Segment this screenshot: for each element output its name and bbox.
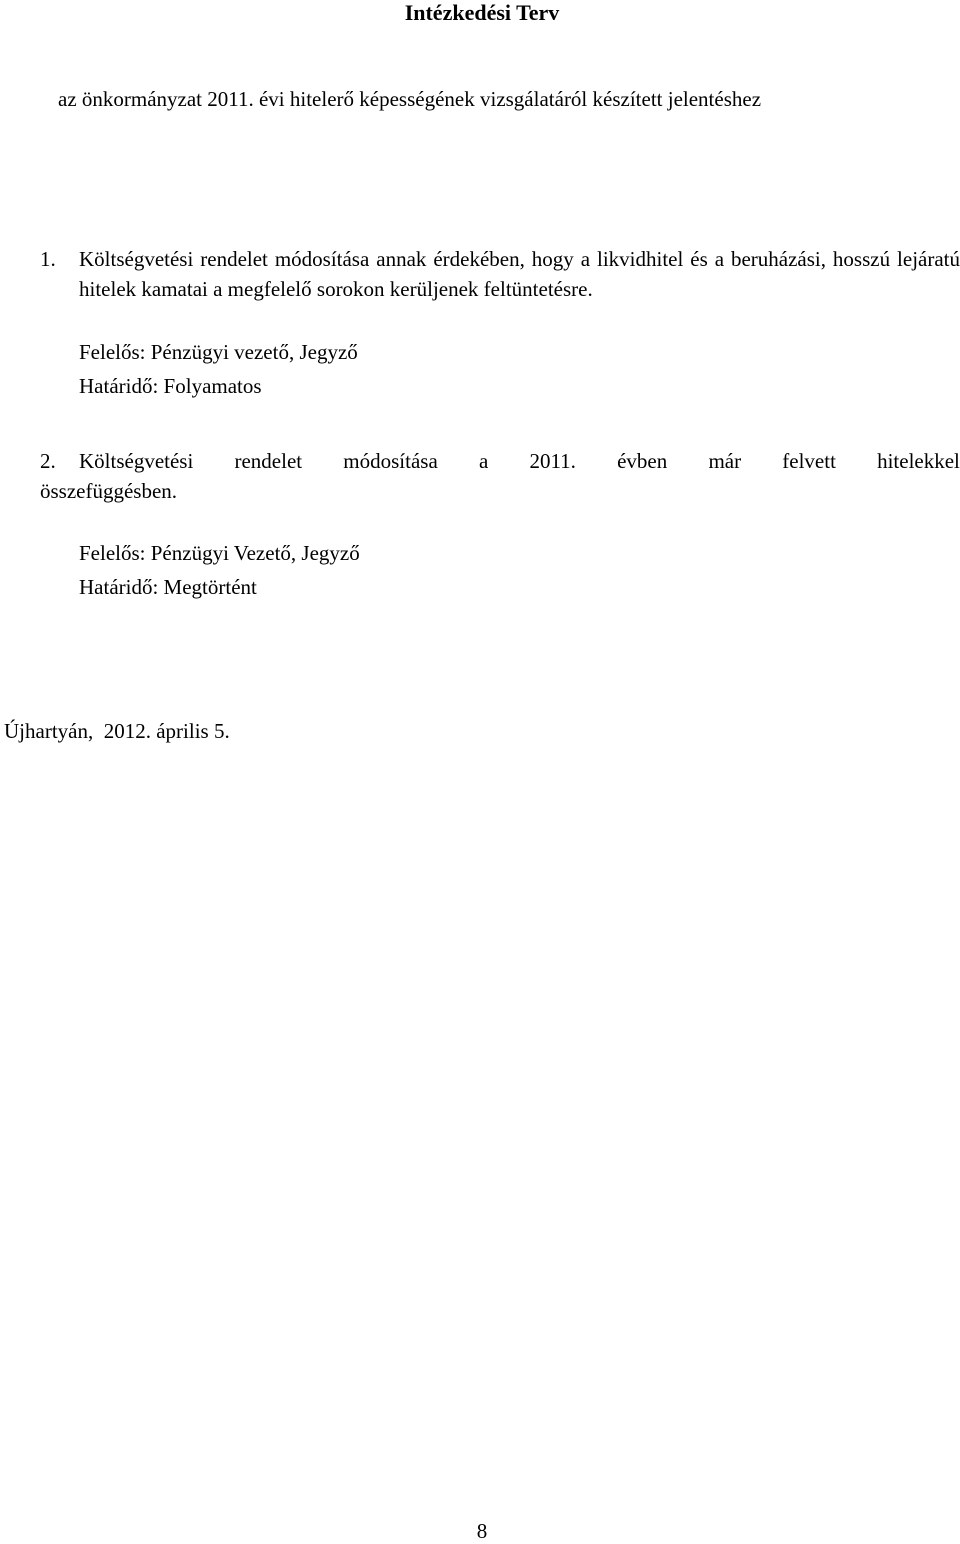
- action-item-number: 1.: [40, 247, 56, 271]
- word: módosítása: [343, 449, 438, 473]
- word: a: [478, 449, 489, 473]
- action-item-text-line: [79, 446, 960, 476]
- word: felvett: [782, 449, 836, 473]
- action-item-text: Költségvetési rendelet módosítása annak érdekében, hogy a likvidhitel és a beruházási, hosszú lejáratú hitelek kamatai a megfelelő sorokon kerüljenek feltüntetésre.: [79, 247, 960, 301]
- word: 2011.: [529, 449, 576, 473]
- word: évben: [617, 449, 668, 473]
- word: rendelet: [234, 449, 303, 473]
- word: már: [708, 449, 742, 473]
- action-item-1: [40, 244, 960, 304]
- document-title: Intézkedési Terv: [404, 0, 560, 25]
- action-item-number: 2.: [40, 449, 56, 473]
- responsible-line: Felelős: Pénzügyi Vezető, Jegyző: [79, 541, 360, 565]
- responsible-line: Felelős: Pénzügyi vezető, Jegyző: [79, 340, 358, 364]
- action-item-text-continuation: összefüggésben.: [40, 479, 178, 503]
- deadline-line: Határidő: Megtörtént: [79, 575, 257, 599]
- word: hitelekkel: [877, 449, 960, 473]
- document-subtitle: az önkormányzat 2011. évi hitelerő képességének vizsgálatáról készített jelentéshez: [58, 87, 762, 111]
- action-item-2-meta: [79, 536, 360, 604]
- action-item-2: [40, 446, 960, 506]
- action-item-1-meta: [79, 335, 358, 403]
- place-and-date: Újhartyán, 2012. április 5.: [4, 719, 230, 743]
- deadline-line: Határidő: Folyamatos: [79, 374, 262, 398]
- word: Költségvetési: [79, 449, 194, 473]
- page-number: 8: [476, 1519, 488, 1543]
